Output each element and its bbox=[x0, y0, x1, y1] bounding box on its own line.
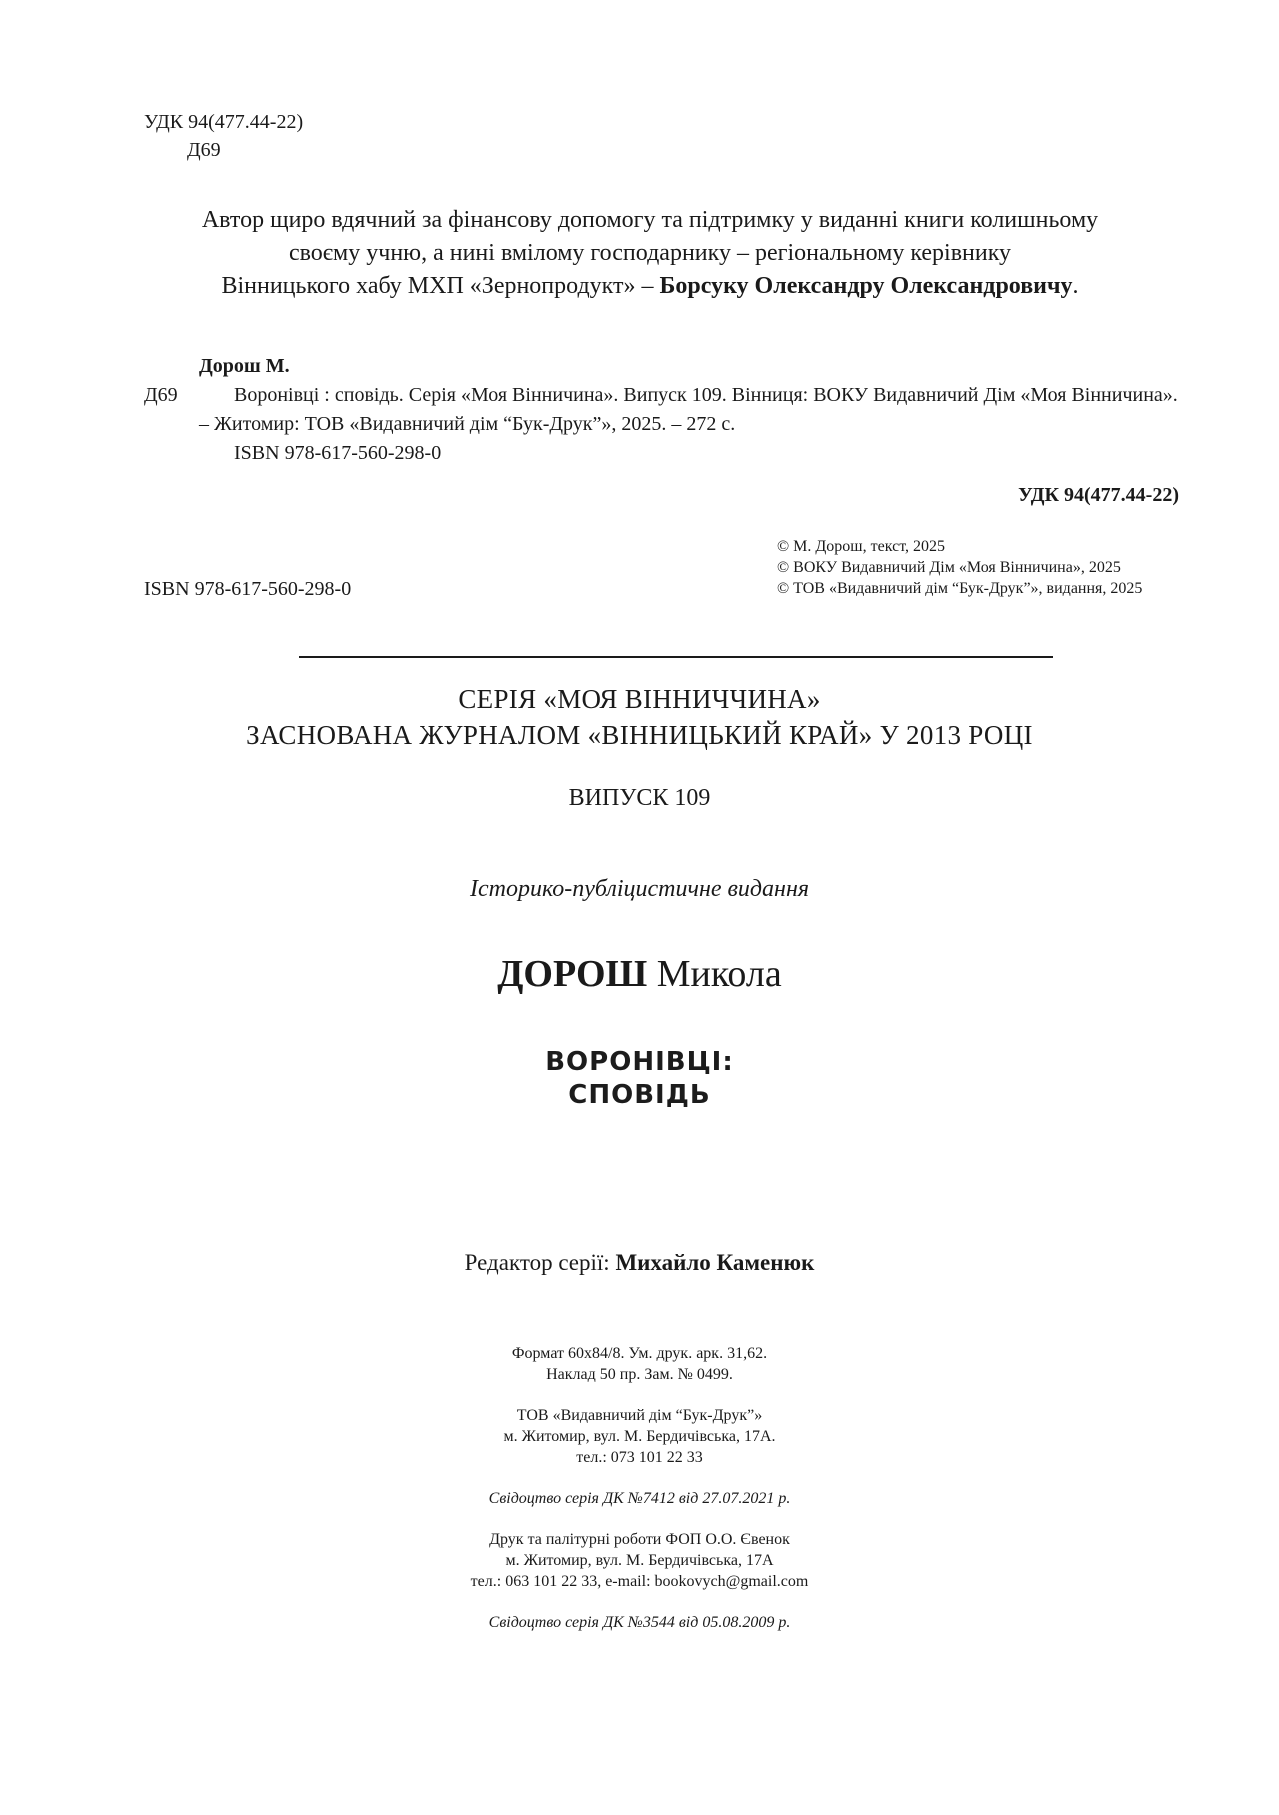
catalog-row bbox=[144, 381, 1179, 439]
printer-certificate-text: Свідоцтво серія ДК №3544 від 05.08.2009 р. bbox=[488, 1614, 791, 1631]
catalog-isbn: ISBN 978-617-560-298-0 bbox=[234, 442, 442, 464]
divider bbox=[299, 656, 1053, 658]
catalog-record bbox=[144, 352, 1179, 510]
publisher-address: м. Житомир, вул. М. Бердичівська, 17А. bbox=[503, 1428, 776, 1445]
series-line-1: СЕРІЯ «МОЯ ВІННИЧЧИНА» bbox=[458, 684, 821, 714]
udk-header bbox=[144, 108, 303, 164]
udk-code: УДК 94(477.44-22) bbox=[144, 111, 304, 133]
copyright-line: © М. Дорош, текст, 2025 bbox=[777, 538, 945, 555]
series-editor bbox=[0, 1250, 1279, 1276]
catalog-description: Воронівці : сповідь. Серія «Моя Вінничина». Випуск 109. Вінниця: ВОКУ Видавничий Дім «Моя Вінничина». – Житомир: ТОВ «Видавничий дім “Бук-Друк”», 2025. – 272 с. bbox=[199, 384, 1178, 435]
author-first-name: Микола bbox=[647, 953, 782, 995]
catalog-index: Д69 bbox=[144, 384, 178, 406]
book-title bbox=[0, 1046, 1279, 1112]
ack-line-2: своєму учню, а нині вмілому господарнику – регіональному керівнику bbox=[288, 240, 1012, 266]
publisher-certificate-text: Свідоцтво серія ДК №7412 від 27.07.2021 р. bbox=[488, 1490, 791, 1507]
catalog-udk: УДК 94(477.44-22) bbox=[1018, 484, 1179, 506]
publisher-name: ТОВ «Видавничий дім “Бук-Друк”» bbox=[516, 1407, 763, 1424]
copyright-line: © ВОКУ Видавничий Дім «Моя Вінничина», 2025 bbox=[777, 559, 1121, 576]
ack-line-3-suffix: . bbox=[1072, 273, 1079, 299]
catalog-author: Дорош М. bbox=[199, 355, 290, 377]
author-surname: ДОРОШ bbox=[497, 953, 648, 995]
ack-line-1: Автор щиро вдячний за фінансову допомогу та підтримку у виданні книги колишньому bbox=[201, 207, 1099, 233]
series-heading bbox=[0, 681, 1279, 753]
copyright-block bbox=[777, 536, 1142, 599]
ack-sponsor-name: Борсуку Олександру Олександровичу bbox=[659, 273, 1073, 299]
book-title-line-2: СПОВІДЬ bbox=[568, 1080, 711, 1110]
genre: Історико-публіцистичне видання bbox=[469, 876, 810, 902]
printer-contacts: тел.: 063 101 22 33, e-mail: bookovych@gmail.com bbox=[470, 1573, 809, 1590]
author-name bbox=[0, 952, 1279, 996]
ack-line-3 bbox=[110, 270, 1190, 303]
series-line-2: ЗАСНОВАНА ЖУРНАЛОМ «ВІННИЦЬКИЙ КРАЙ» У 2013 РОЦІ bbox=[246, 720, 1033, 750]
publisher-phone: тел.: 073 101 22 33 bbox=[576, 1449, 703, 1466]
imprint-format: Формат 60х84/8. Ум. друк. арк. 31,62. bbox=[511, 1345, 768, 1362]
book-title-line-1: ВОРОНІВЦІ: bbox=[545, 1047, 734, 1077]
issue-number: ВИПУСК 109 bbox=[568, 785, 711, 811]
author-mark: Д69 bbox=[187, 139, 221, 161]
copyright-line: © ТОВ «Видавничий дім “Бук-Друк”», видання, 2025 bbox=[777, 580, 1143, 597]
publisher-certificate bbox=[0, 1488, 1279, 1509]
isbn-left: ISBN 978-617-560-298-0 bbox=[144, 578, 352, 600]
imprint bbox=[0, 1343, 1279, 1633]
imprint-run: Наклад 50 пр. Зам. № 0499. bbox=[546, 1366, 733, 1383]
ack-line-3-prefix: Вінницького хабу МХП «Зернопродукт» – bbox=[221, 273, 660, 299]
editor-label: Редактор серії: bbox=[464, 1250, 616, 1275]
acknowledgement bbox=[110, 204, 1190, 303]
printer-address: м. Житомир, вул. М. Бердичівська, 17А bbox=[505, 1552, 774, 1569]
printer-name: Друк та палітурні роботи ФОП О.О. Євенок bbox=[489, 1531, 790, 1548]
printer-certificate bbox=[0, 1612, 1279, 1633]
editor-name: Михайло Каменюк bbox=[615, 1250, 815, 1275]
